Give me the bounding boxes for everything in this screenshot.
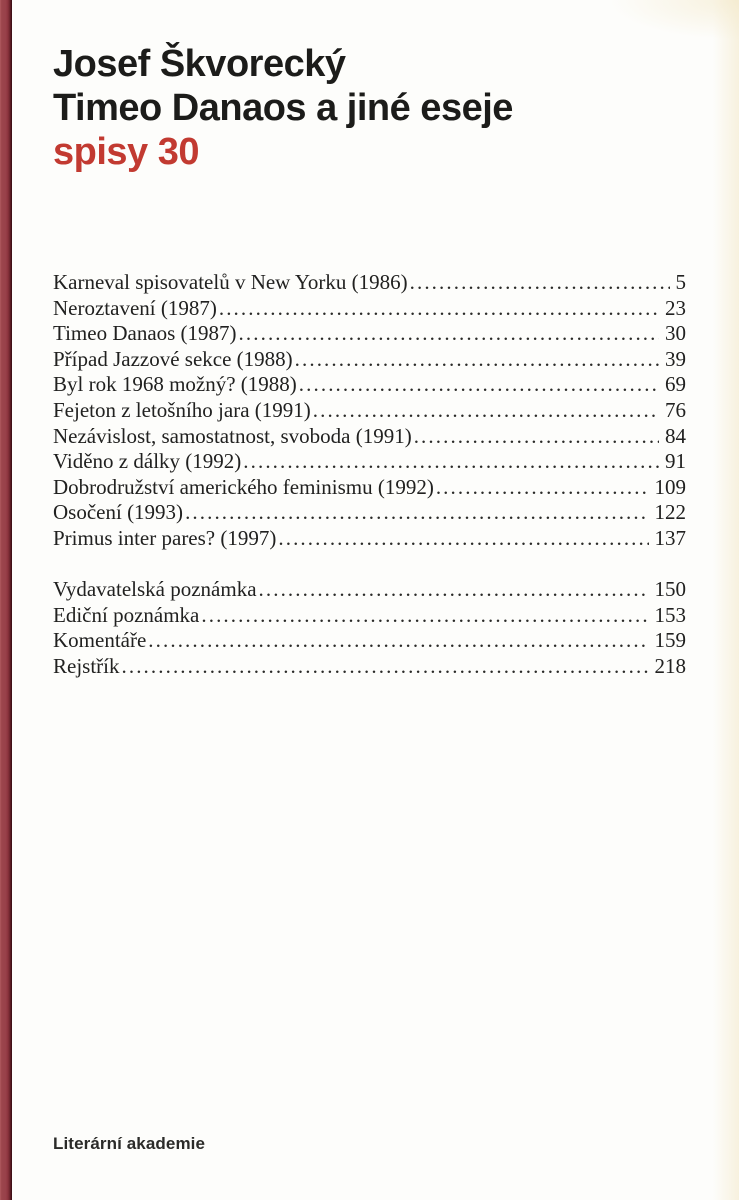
toc-dot-leader bbox=[412, 424, 659, 450]
toc-dot-leader bbox=[199, 603, 648, 629]
toc-dot-leader bbox=[241, 449, 659, 475]
toc-row bbox=[53, 654, 686, 680]
toc-row bbox=[53, 372, 686, 398]
toc-entry-label: Rejstřík bbox=[53, 653, 120, 678]
scan-edge-tint bbox=[713, 0, 739, 1200]
toc-row bbox=[53, 321, 686, 347]
toc-dot-leader bbox=[257, 577, 649, 603]
toc-dot-leader bbox=[434, 475, 649, 501]
toc-page-number: 150 bbox=[654, 577, 686, 602]
publisher-imprint: Literární akademie bbox=[53, 1134, 206, 1153]
toc-row bbox=[53, 500, 686, 526]
table-of-contents bbox=[53, 270, 686, 680]
toc-row bbox=[53, 347, 686, 373]
scan-corner-tint bbox=[609, 0, 739, 40]
toc-page-number: 109 bbox=[654, 474, 686, 499]
title-block bbox=[53, 42, 693, 174]
toc-section-spacer bbox=[53, 552, 686, 578]
toc-entry-label: Ediční poznámka bbox=[53, 602, 200, 627]
toc-page-number: 91 bbox=[665, 449, 686, 474]
toc-dot-leader bbox=[276, 526, 648, 552]
toc-entry-label: Byl rok 1968 možný? (1988) bbox=[53, 372, 297, 397]
toc-page-number: 39 bbox=[665, 346, 686, 371]
toc-entry-label: Komentáře bbox=[53, 628, 147, 653]
toc-row bbox=[53, 628, 686, 654]
toc-page-number: 122 bbox=[654, 500, 686, 525]
toc-page-number: 76 bbox=[665, 397, 686, 422]
toc-row bbox=[53, 270, 686, 296]
toc-entry-label: Viděno z dálky (1992) bbox=[53, 449, 242, 474]
toc-entry-label: Fejeton z letošního jara (1991) bbox=[53, 397, 311, 422]
toc-dot-leader bbox=[408, 270, 670, 296]
toc-row bbox=[53, 603, 686, 629]
toc-dot-leader bbox=[237, 321, 659, 347]
toc-page-number: 159 bbox=[654, 628, 686, 653]
toc-dot-leader bbox=[120, 654, 649, 680]
toc-row bbox=[53, 424, 686, 450]
toc-row bbox=[53, 398, 686, 424]
toc-entry-label: Neroztavení (1987) bbox=[53, 295, 217, 320]
toc-dot-leader bbox=[293, 347, 659, 373]
toc-dot-leader bbox=[311, 398, 659, 424]
toc-row bbox=[53, 296, 686, 322]
toc-row bbox=[53, 577, 686, 603]
toc-page-number: 23 bbox=[665, 295, 686, 320]
toc-row bbox=[53, 475, 686, 501]
toc-row bbox=[53, 449, 686, 475]
toc-page-number: 84 bbox=[665, 423, 686, 448]
author-name: Josef Škvorecký bbox=[53, 43, 346, 85]
toc-dot-leader bbox=[217, 296, 659, 322]
book-spine-stripe bbox=[0, 0, 12, 1200]
toc-entry-label: Vydavatelská poznámka bbox=[53, 577, 257, 602]
toc-entry-label: Karneval spisovatelů v New Yorku (1986) bbox=[53, 270, 408, 294]
toc-row bbox=[53, 526, 686, 552]
toc-dot-leader bbox=[146, 628, 648, 654]
toc-section-essays bbox=[53, 270, 686, 552]
toc-dot-leader bbox=[183, 500, 648, 526]
toc-entry-label: Osočení (1993) bbox=[53, 500, 184, 525]
toc-entry-label: Případ Jazzové sekce (1988) bbox=[53, 346, 293, 371]
toc-page-number: 69 bbox=[665, 372, 686, 397]
toc-page-number: 137 bbox=[654, 525, 686, 550]
toc-dot-leader bbox=[297, 372, 659, 398]
toc-entry-label: Nezávislost, samostatnost, svoboda (1991) bbox=[53, 423, 412, 448]
toc-page-number: 153 bbox=[654, 602, 686, 627]
series-title: spisy 30 bbox=[53, 131, 199, 173]
toc-page-number: 5 bbox=[675, 270, 686, 294]
toc-entry-label: Dobrodružství amerického feminismu (1992) bbox=[53, 474, 434, 499]
toc-page-number: 218 bbox=[654, 653, 686, 678]
toc-entry-label: Primus inter pares? (1997) bbox=[53, 525, 277, 550]
toc-entry-label: Timeo Danaos (1987) bbox=[53, 321, 237, 346]
toc-section-apparatus bbox=[53, 577, 686, 679]
toc-page-number: 30 bbox=[665, 321, 686, 346]
book-title: Timeo Danaos a jiné eseje bbox=[53, 87, 513, 129]
